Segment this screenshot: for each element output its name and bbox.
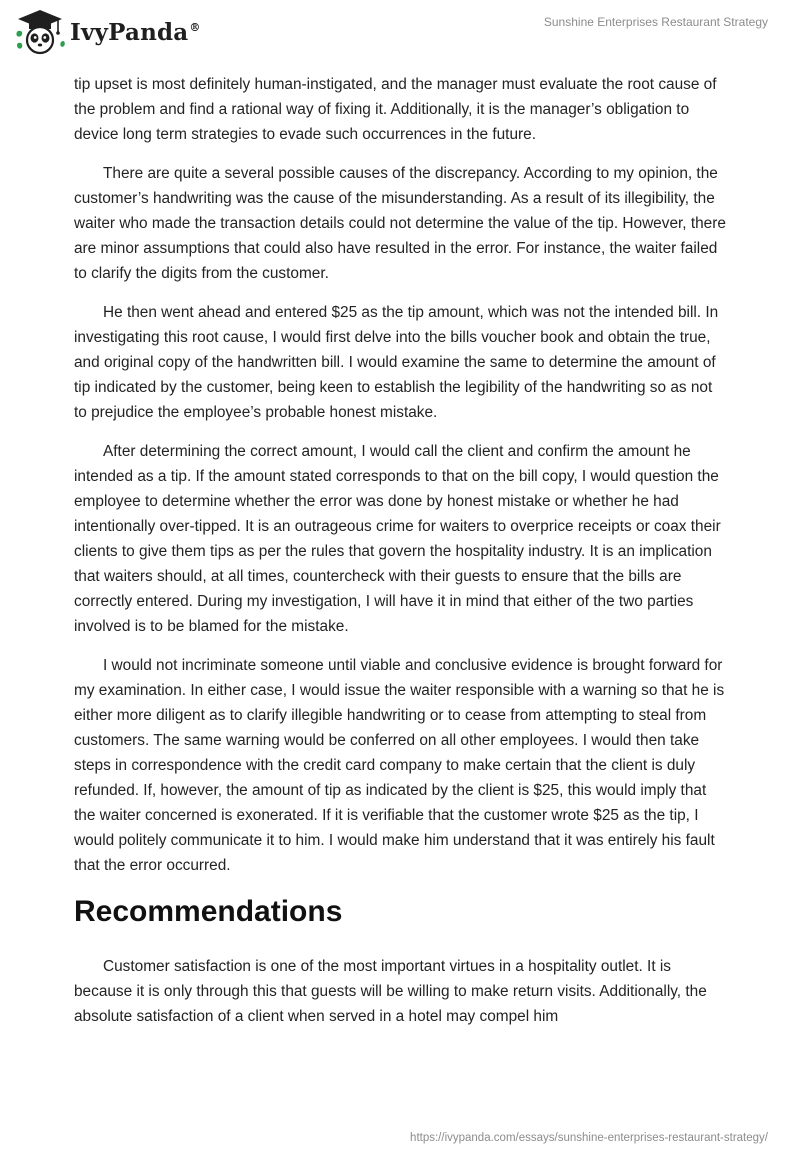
paragraph: There are quite a several possible causes of the discrepancy. According to my opinion, the customer’s handwriting was the cause of the misunderstanding. As a result of its illegibility, the waiter who made the transaction details could not determine the value of the tip. However, there are minor assumptions that could also have resulted in the error. For instance, the waiter failed to clarify the digits from the customer. <box>74 165 726 282</box>
paragraph: tip upset is most definitely human-instigated, and the manager must evaluate the root cause of the problem and find a rational way of fixing it. Additionally, it is the manager’s obligation to device long term strategies to evade such occurrences in the future. <box>74 76 717 143</box>
panda-graduate-icon <box>14 8 66 56</box>
paragraph: I would not incriminate someone until viable and conclusive evidence is brought forward for my examination. In either case, I would issue the waiter responsible with a warning so that he is either more diligent as to clarify illegible handwriting or to cease from attempting to steal from customers. The same warning would be conferred on all other employees. I would then take steps in correspondence with the credit card company to make certain that the client is duly refunded. If, however, the amount of tip as indicated by the client is $25, this would imply that the waiter concerned is exonerated. If it is verifiable that the customer wrote $25 as the tip, I would politely communicate it to him. I would make him understand that it was entirely his fault that the error occurred. <box>74 657 725 874</box>
page-header <box>0 0 800 64</box>
source-url[interactable]: https://ivypanda.com/essays/sunshine-enterprises-restaurant-strategy/ <box>410 1132 768 1144</box>
paragraph: After determining the correct amount, I would call the client and confirm the amount he intended as a tip. If the amount stated corresponds to that on the bill copy, I would question the employee to determine whether the error was done by honest mistake or whether he had intentionally over-tipped. It is an outrageous crime for waiters to overprice receipts or coax their clients to give them tips as per the rules that govern the hospitality industry. It is an implication that waiters should, at all times, countercheck with their guests to ensure that the bills are correctly entered. During my investigation, I will have it in mind that either of the two parties involved is to be blamed for the mistake. <box>74 443 721 635</box>
document-title: Sunshine Enterprises Restaurant Strategy <box>543 15 768 29</box>
brand-name: IvyPanda® <box>70 18 201 46</box>
registered-mark: ® <box>189 20 201 34</box>
ivypanda-logo[interactable] <box>14 8 201 56</box>
essay-body <box>74 72 726 1043</box>
paragraph: He then went ahead and entered $25 as the tip amount, which was not the intended bill. In investigating this root cause, I would first delve into the bills voucher book and obtain the true, and original copy of the handwritten bill. I would examine the same to determine the amount of tip indicated by the customer, being keen to establish the legibility of the handwriting so as not to prejudice the employee’s probable honest mistake. <box>74 304 719 421</box>
section-heading: Recommendations <box>74 895 343 928</box>
paragraph: Customer satisfaction is one of the most important virtues in a hospitality outlet. It is because it is only through this that guests will be willing to make return visits. Additionally, the absolute satisfaction of a client when served in a hotel may compel him <box>74 958 707 1025</box>
